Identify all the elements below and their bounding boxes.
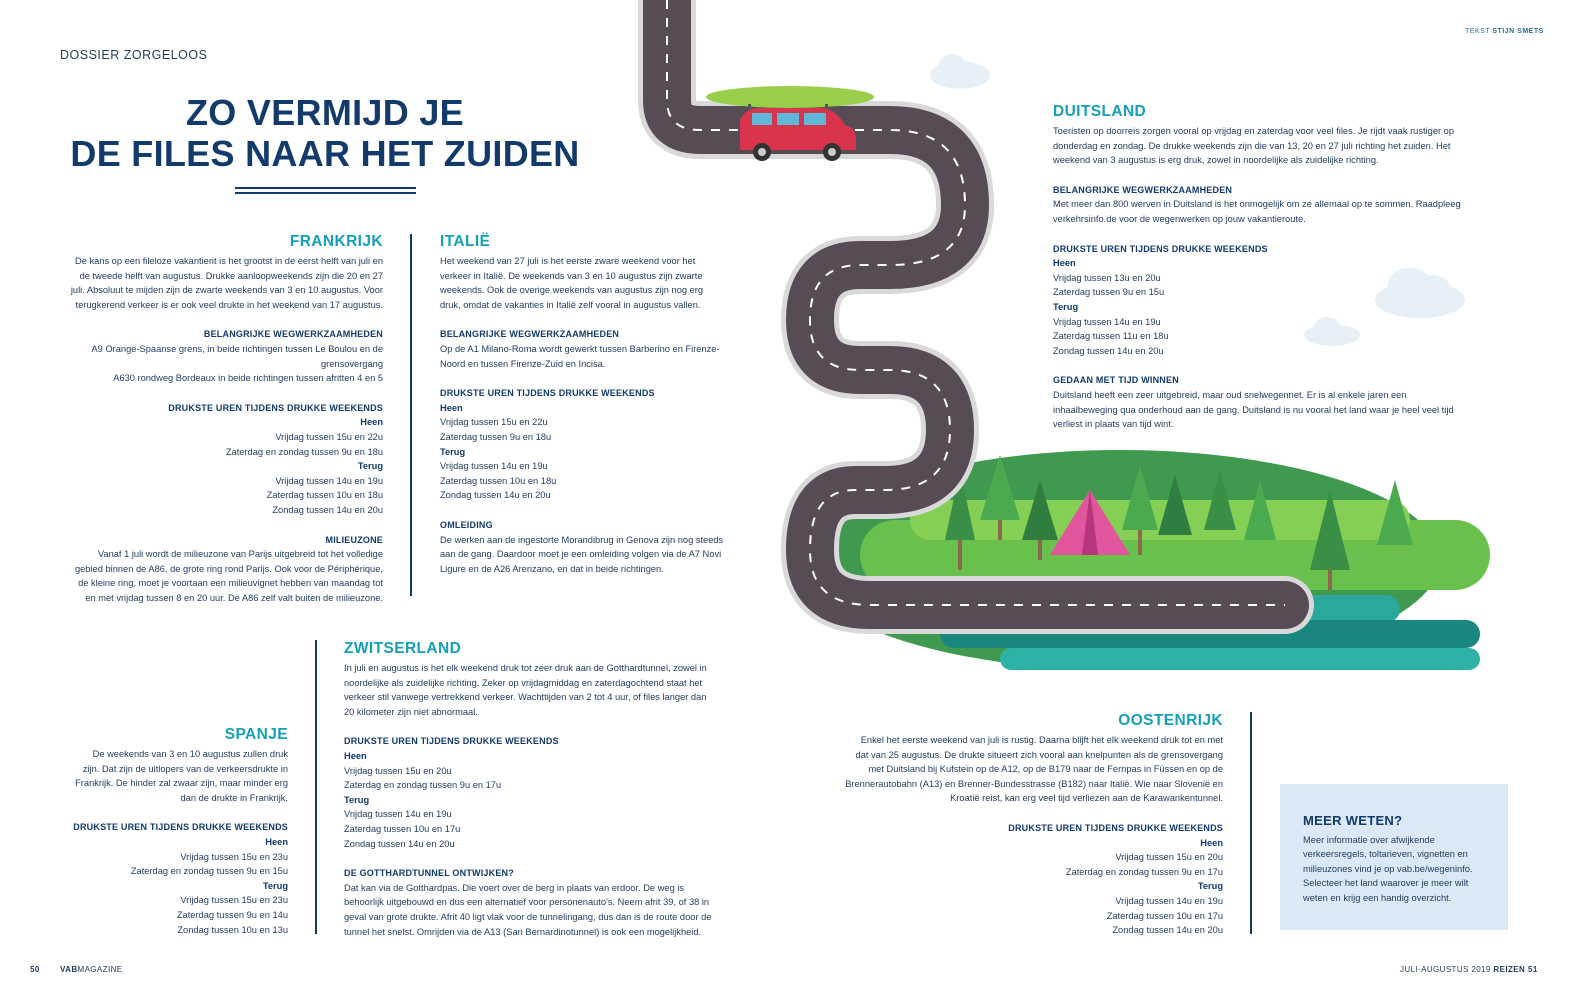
text-line: Zondag tussen 10u en 13u: [177, 924, 288, 935]
text-line: Vrijdag tussen 14u en 19u: [275, 475, 383, 486]
text-line: 20 kilometer zijn niet abnormaal.: [344, 706, 478, 717]
text-line: A630 rondweg Bordeaux in beide richtingen tussen afritten 4 en 5: [113, 373, 383, 384]
text-line: Zaterdag en zondag tussen 9u en 15u: [130, 866, 288, 877]
subheading: DE GOTTHARDTUNNEL ONTWIJKEN?: [344, 868, 514, 879]
section-spanje: [40, 726, 288, 937]
subheading: DRUKSTE UREN TIJDENS DRUKKE WEEKENDS: [1008, 822, 1223, 833]
section-kicker: DOSSIER ZORGELOOS: [60, 48, 208, 62]
text-line: aan de gang. Daardoor moet je een omleiding volgen via de A7 Novi: [440, 549, 722, 560]
text-line: De weekends van 3 en 10 augustus zullen druk: [92, 749, 288, 759]
text-line: Zondag tussen 14u en 20u: [1053, 345, 1164, 356]
section-oostenrijk: [820, 712, 1223, 938]
section-zwitserland: [344, 640, 744, 939]
cloud-icon: [930, 54, 990, 89]
text-line: verkeer stil vanwege vertrekkend verkeer. Wachttijden van 2 tot 4 uur, of files langer dan: [344, 692, 707, 703]
text-line: Zaterdag en zondag tussen 9u en 17u: [344, 780, 502, 791]
text-line: Dat kan via de Gotthardpas. Die voert over de berg in plaats van erdoor. De weg is: [344, 882, 685, 893]
text-line: dan de drukte in Frankrijk.: [180, 792, 288, 803]
label-heen: Heen: [1053, 258, 1076, 269]
text-line: Zaterdag tussen 9u en 18u: [440, 431, 552, 442]
text-line: Zaterdag tussen 11u en 18u: [1053, 331, 1169, 342]
text-line: en met vrijdag tussen 8 en 20 uur. De A86 zelf valt buiten de milieuzone.: [85, 592, 383, 603]
text-line: In juli en augustus is het elk weekend druk tot zeer druk aan de Gotthardtunnel, zowel in: [344, 663, 707, 673]
section-duitsland: [1053, 103, 1473, 432]
subheading: DRUKSTE UREN TIJDENS DRUKKE WEEKENDS: [168, 402, 383, 413]
author-label: TEKST: [1465, 28, 1490, 35]
heading-oostenrijk: OOSTENRIJK: [1118, 712, 1223, 729]
section-frankrijk: [55, 233, 383, 605]
heading-frankrijk: FRANKRIJK: [289, 233, 383, 250]
text-line: donderdag en zondag. De drukke weekends zijn die van 13, 20 en 27 juli richting het zuiden. Het: [1053, 140, 1451, 151]
text-line: Zaterdag tussen 10u en 17u: [344, 823, 461, 834]
subheading: DRUKSTE UREN TIJDENS DRUKKE WEEKENDS: [344, 736, 559, 747]
text-line: verkeersregels, toltarieven, vignetten en: [1303, 849, 1468, 860]
text-line: terugkerend verkeer is er ook veel drukte in het weekend van 17 augustus.: [75, 299, 383, 310]
text-line: weekend van 3 augustus is erg druk, zowel in noordelijke als zuidelijke richting.: [1053, 155, 1379, 166]
issue-section: REIZEN: [1493, 965, 1526, 974]
text-line: Zaterdag en zondag tussen 9u en 18u: [225, 446, 383, 457]
subheading: BELANGRIJKE WEGWERKZAAMHEDEN: [203, 329, 383, 340]
label-heen: Heen: [360, 417, 383, 428]
text-line: met Duitsland bij Kufstein op de A12, op de B179 naar de Fernpas in Füssen en op de: [868, 764, 1223, 775]
text-line: verkehrsinfo.de voor de wegenwerken op jouw vakantieroute.: [1053, 213, 1306, 224]
label-heen: Heen: [440, 402, 463, 413]
title-line-2: DE FILES NAAR HET ZUIDEN: [70, 133, 580, 174]
text-line: Ligure en de A26 Arenzano, en dat in beide richtingen.: [440, 563, 664, 574]
text-line: Zondag tussen 14u en 20u: [1112, 925, 1223, 936]
column-divider: [410, 234, 412, 596]
text-line: A9 Orange-Spaanse grens, in beide richtingen tussen Le Boulou en de: [91, 343, 383, 354]
text-line: zijn. Dat zijn de uitlopers van de verkeersdrukte in: [82, 763, 288, 774]
text-line: de tweede helft van augustus. Drukke aanloopweekends zijn die 20 en 27: [79, 270, 383, 281]
label-heen: Heen: [1200, 837, 1223, 848]
author-name: STIJN SMETS: [1492, 28, 1544, 35]
label-terug: Terug: [344, 794, 370, 805]
text-line: Vrijdag tussen 13u en 20u: [1053, 272, 1161, 283]
text-line: behoorlijk uitgebouwd en dus een alternatief voor personenauto's. Neem afrit 39, of 38 in: [344, 897, 710, 908]
text-line: grensovergang: [320, 358, 383, 369]
label-terug: Terug: [262, 880, 288, 891]
text-line: Enkel het eerste weekend van juli is rustig. Daarna blijft het elk weekend druk tot en met: [860, 735, 1223, 745]
text-line: weekends. Ook de overige weekends van augustus zijn nog erg: [440, 285, 704, 296]
info-heading: MEER WETEN?: [1303, 813, 1403, 828]
text-line: Het weekend van 27 juli is het eerste zware weekend voor het: [440, 256, 696, 266]
subheading: BELANGRIJKE WEGWERKZAAMHEDEN: [440, 329, 620, 340]
label-terug: Terug: [357, 461, 383, 472]
text-line: verliest in plaats van tijd wint.: [1053, 419, 1174, 430]
text-line: de kleine ring, moet je voortaan een milieuvignet hebben van maandag tot: [78, 578, 383, 589]
section-italie: [440, 233, 740, 576]
subheading: DRUKSTE UREN TIJDENS DRUKKE WEEKENDS: [73, 822, 288, 833]
text-line: juli. Absoluut te mijden zijn de zwarte weekends van 3 en 10 augustus. Voor: [70, 285, 383, 296]
issue-date: JULI-AUGUSTUS 2019: [1400, 965, 1491, 974]
text-line: Vrijdag tussen 15u en 20u: [344, 765, 452, 776]
text-line: Noord en tussen Firenze-Zuid en Incisa.: [440, 358, 606, 369]
text-line: weten en krijg een handig overzicht.: [1303, 892, 1452, 903]
text-line: tunnel het snelst. Omrijden via de A13 (San Bernardinotunnel) is ook een mogelijkheid.: [344, 926, 702, 937]
subheading: MILIEUZONE: [325, 534, 383, 545]
text-line: Brennerautobahn (A13) en Brenner-Bundesstrasse (B182) naar Italië. Wie naar Slovenië en: [845, 778, 1223, 789]
text-line: Vrijdag tussen 14u en 19u: [1053, 316, 1161, 327]
heading-duitsland: DUITSLAND: [1053, 103, 1147, 120]
text-line: Duitsland heeft een zeer uitgebreid, maar oud snelwegennet. Er is al enkele jaren een: [1053, 389, 1407, 400]
text-line: Meer informatie over afwijkende: [1303, 834, 1435, 845]
text-line: Vrijdag tussen 15u en 22u: [440, 417, 548, 428]
label-heen: Heen: [344, 750, 367, 761]
subheading: OMLEIDING: [440, 519, 493, 530]
subheading: GEDAAN MET TIJD WINNEN: [1053, 375, 1179, 386]
text-line: Op de A1 Milano-Roma wordt gewerkt tussen Barberino en Firenze-: [440, 343, 720, 354]
subheading: DRUKSTE UREN TIJDENS DRUKKE WEEKENDS: [440, 388, 655, 399]
heading-spanje: SPANJE: [224, 726, 288, 743]
text-line: Zaterdag tussen 9u en 14u: [176, 909, 288, 920]
text-line: Zaterdag tussen 10u en 17u: [1106, 910, 1223, 921]
page-number-right: 51: [1528, 965, 1538, 974]
text-line: Vrijdag tussen 14u en 19u: [344, 809, 452, 820]
subheading: BELANGRIJKE WEGWERKZAAMHEDEN: [1053, 184, 1233, 195]
magazine-brand: VAB: [60, 965, 78, 974]
text-line: Vrijdag tussen 15u en 23u: [180, 895, 288, 906]
heading-italie: ITALIË: [440, 233, 491, 250]
text-line: Selecteer het land waarover je meer wilt: [1303, 878, 1469, 889]
column-divider: [1250, 712, 1252, 934]
magazine-word: MAGAZINE: [77, 965, 123, 974]
text-line: Vrijdag tussen 15u en 23u: [180, 851, 288, 862]
text-line: dat van 25 augustus. De drukte situeert zich vooral aan knelpunten als de grensovergang: [855, 749, 1223, 760]
text-line: Vanaf 1 juli wordt de milieuzone van Parijs uitgebreid tot het volledige: [97, 549, 383, 560]
text-line: verkeer in Italië. De weekends van 3 en 10 augustus zijn zwarte: [440, 270, 703, 281]
magazine-name: [60, 965, 122, 974]
water: [1000, 648, 1480, 670]
title-underline: [235, 187, 416, 189]
text-line: De werken aan de ingestorte Morandibrug in Genova zijn nog steeds: [440, 534, 724, 545]
column-divider: [315, 640, 317, 934]
text-line: Vrijdag tussen 14u en 19u: [1115, 895, 1223, 906]
text-line: Vrijdag tussen 14u en 19u: [440, 461, 548, 472]
label-terug: Terug: [1197, 881, 1223, 892]
text-line: Met meer dan 800 werven in Duitsland is het onmogelijk om ze allemaal op te sommen. Raadpleeg: [1053, 199, 1461, 210]
text-line: gebied binnen de A86, de grote ring rond Parijs. Ook voor de Périphérique,: [74, 563, 383, 574]
text-line: milieuzones vind je op vab.be/wegeninfo.: [1303, 863, 1473, 874]
text-line: Zaterdag en zondag tussen 9u en 17u: [1065, 866, 1223, 877]
text-line: Zaterdag tussen 10u en 18u: [266, 490, 383, 501]
text-line: geval van grote drukte. Afrit 40 ligt vlak voor de tunnelingang, dus dan is de route door de: [344, 911, 712, 922]
issue-info: [1400, 965, 1525, 974]
info-box: [1280, 784, 1508, 930]
text-line: Vrijdag tussen 15u en 22u: [275, 431, 383, 442]
text-line: inhaalbeweging qua onderhoud aan de gang. Duitsland is nu vooral het land waar je heel veel tijd: [1053, 404, 1454, 415]
text-line: noordelijke als zuidelijke richting. Zeker op vrijdagmiddag en zaterdagochtend staat het: [344, 677, 703, 688]
text-line: druk, omdat de vakanties in Italië zelf vooral in augustus vallen.: [440, 299, 701, 310]
text-line: De kans op een fileloze vakantierit is het grootst in de eerst helft van juli en: [74, 256, 383, 266]
title-underline-2: [235, 192, 416, 194]
text-line: Frankrijk. De hinder zal zwaar zijn, maar minder erg: [75, 778, 288, 789]
label-terug: Terug: [1053, 301, 1079, 312]
text-line: Zaterdag tussen 9u en 15u: [1053, 287, 1165, 298]
subheading: DRUKSTE UREN TIJDENS DRUKKE WEEKENDS: [1053, 243, 1268, 254]
text-line: Zondag tussen 14u en 20u: [440, 490, 551, 501]
text-line: Zaterdag tussen 10u en 18u: [440, 475, 557, 486]
label-terug: Terug: [440, 446, 466, 457]
text-line: Zondag tussen 14u en 20u: [272, 504, 383, 515]
page-number-left: 50: [30, 965, 40, 974]
text-line: Kroatië reist, kan erg veel tijd verliezen aan de Karawankentunnel.: [950, 793, 1223, 804]
text-line: Zondag tussen 14u en 20u: [344, 838, 455, 849]
title-line-1: ZO VERMIJD JE: [186, 92, 464, 133]
label-heen: Heen: [265, 836, 288, 847]
text-line: Vrijdag tussen 15u en 20u: [1115, 852, 1223, 863]
page-title: [30, 92, 620, 174]
text-line: Toeristen op doorreis zorgen vooral op vrijdag en zaterdag voor veel files. Je rijdt vaak rustiger op: [1053, 126, 1455, 136]
heading-zwitserland: ZWITSERLAND: [344, 640, 462, 657]
